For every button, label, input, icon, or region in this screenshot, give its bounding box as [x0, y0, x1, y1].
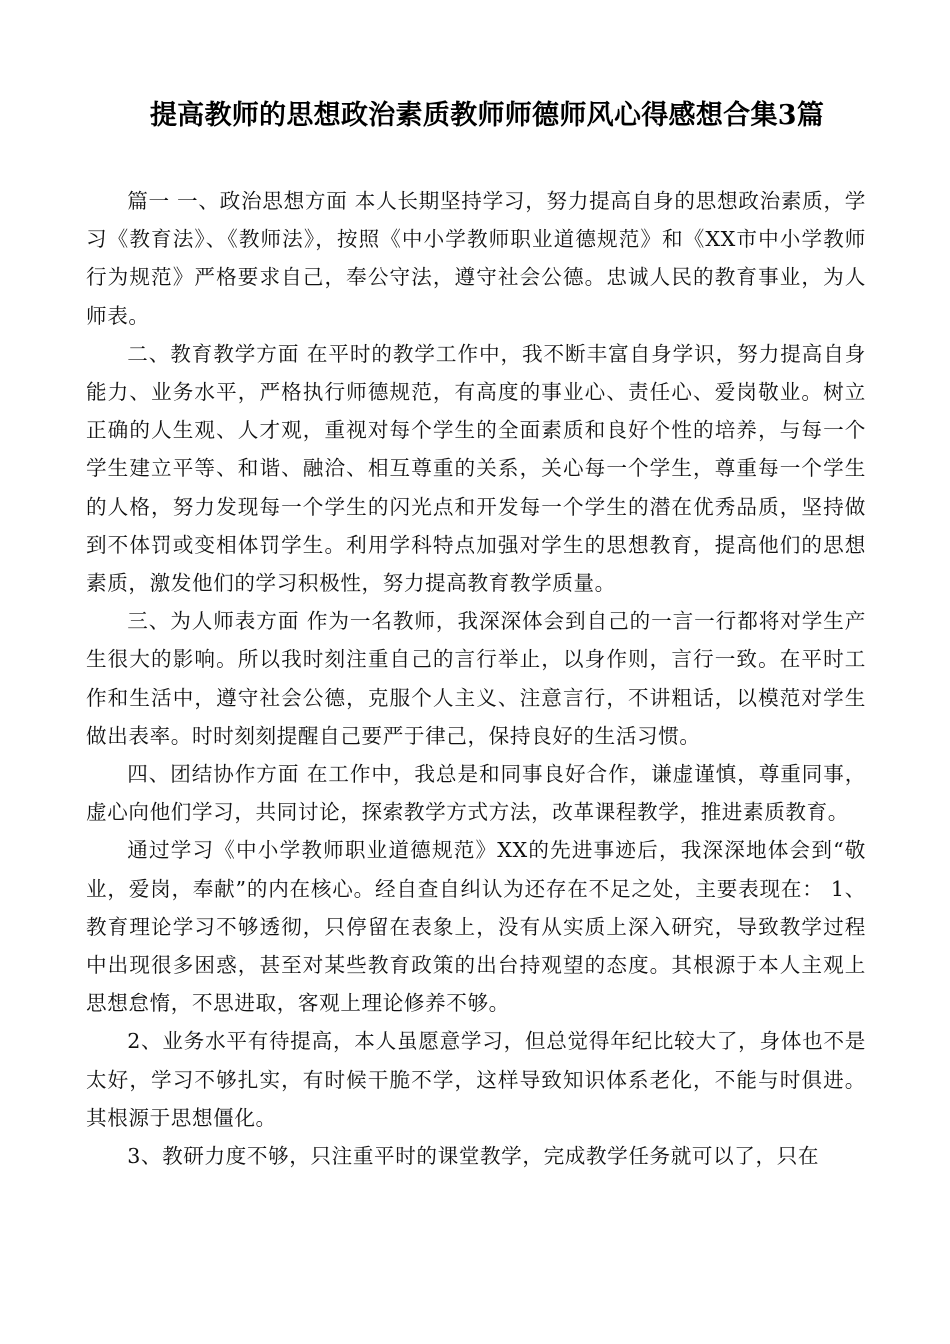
- paragraph: 3、教研力度不够，只注重平时的课堂教学，完成教学任务就可以了，只在: [127, 1144, 820, 1169]
- document-body: [86, 182, 866, 1175]
- paragraph: 篇一 一、政治思想方面 本人长期坚持学习，努力提高自身的思想政治素质，学习《教育法》、《教师法》，按照《中小学教师职业道德规范》和《XX市中小学教师行为规范》严格要求自己，奉公守法，遵守社会公德。忠诚人民的教育事业，为人师表。: [86, 189, 866, 328]
- document-title: 提高教师的思想政治素质教师师德师风心得感想合集3篇: [149, 100, 825, 131]
- paragraph: 二、教育教学方面 在平时的教学工作中，我不断丰富自身学识，努力提高自身能力、业务水平，严格执行师德规范，有高度的事业心、责任心、爱岗敬业。树立正确的人生观、人才观，重视对每个学生的全面素质和良好个性的培养，与每一个学生建立平等、和谐、融洽、相互尊重的关系，关心每一个学生，尊重每一个学生的人格，努力发现每一个学生的闪光点和开发每一个学生的潜在优秀品质，坚持做到不体罚或变相体罚学生。利用学科特点加强对学生的思想教育，提高他们的思想素质，激发他们的学习积极性，努力提高教育教学质量。: [86, 341, 866, 596]
- paragraph: 四、团结协作方面 在工作中，我总是和同事良好合作，谦虚谨慎，尊重同事，虚心向他们学习，共同讨论，探索教学方式方法，改革课程教学，推进素质教育。: [86, 762, 866, 825]
- paragraph: 2、业务水平有待提高，本人虽愿意学习，但总觉得年纪比较大了，身体也不是太好，学习不够扎实，有时候干脆不学，这样导致知识体系老化，不能与时俱进。其根源于思想僵化。: [86, 1029, 866, 1130]
- paragraph: 三、为人师表方面 作为一名教师，我深深体会到自己的一言一行都将对学生产生很大的影响。所以我时刻注重自己的言行举止，以身作则，言行一致。在平时工作和生活中，遵守社会公德，克服个人主义、注意言行，不讲粗话，以模范对学生做出表率。时时刻刻提醒自己要严于律己，保持良好的生活习惯。: [86, 609, 866, 748]
- paragraph: 通过学习《中小学教师职业道德规范》XX的先进事迹后，我深深地体会到“敬业，爱岗，奉献”的内在核心。经自查自纠认为还存在不足之处，主要表现在： 1、教育理论学习不够透彻，只停留在表象上，没有从实质上深入研究，导致教学过程中出现很多困惑，甚至对某些教育政策的出台持观望的态度。其根源于本人主观上思想怠惰，不思进取，客观上理论修养不够。: [86, 838, 866, 1016]
